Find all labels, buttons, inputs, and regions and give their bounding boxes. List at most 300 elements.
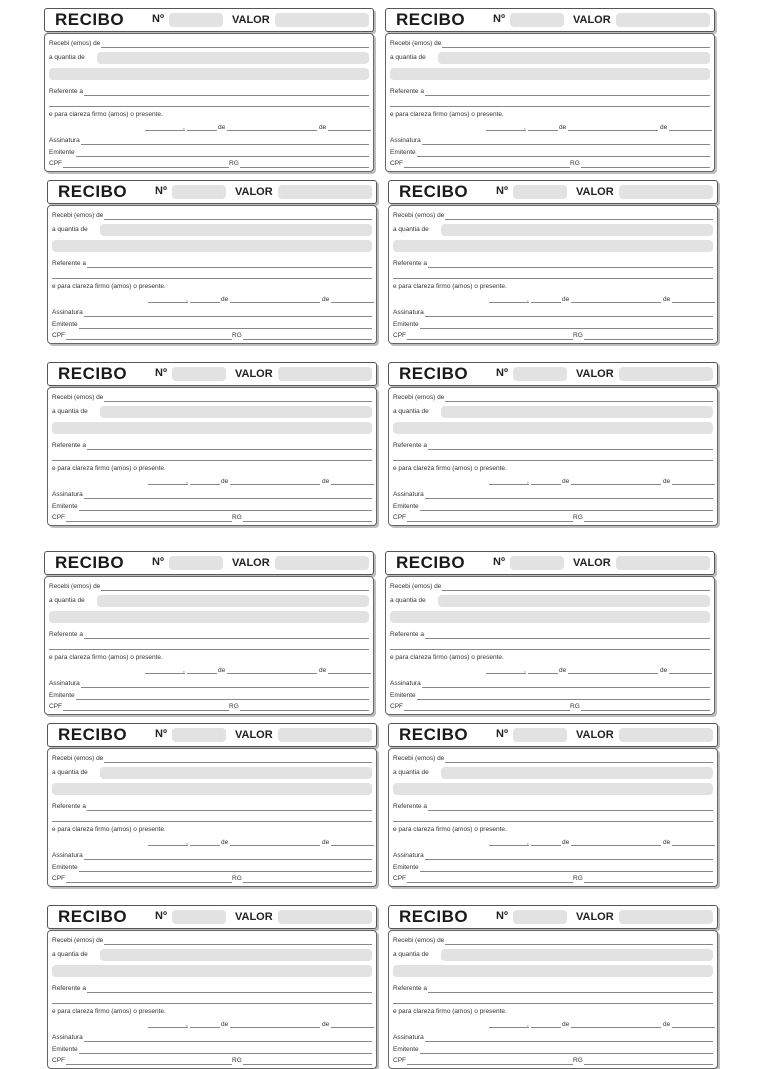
receipt-value-label: VALOR xyxy=(576,186,614,198)
receipt xyxy=(388,180,718,339)
amount-field-1[interactable] xyxy=(441,949,713,961)
rg-label: RG xyxy=(229,160,239,167)
blank-line[interactable] xyxy=(393,451,713,461)
issuer-line[interactable] xyxy=(52,862,372,872)
receipt-value-field[interactable] xyxy=(619,910,713,924)
receipt-value-label: VALOR xyxy=(576,911,614,923)
date-de-1: de xyxy=(562,1021,570,1028)
receipt-value-label: VALOR xyxy=(235,368,273,380)
receipt-number-field[interactable] xyxy=(510,556,564,570)
date-year-line[interactable] xyxy=(672,302,715,303)
received-from-label: Recebi (emos) de xyxy=(393,755,445,762)
date-city-line[interactable] xyxy=(145,673,185,674)
date-de-2: de xyxy=(319,124,327,131)
receipt-title: RECIBO xyxy=(396,553,466,572)
receipt-value-label: VALOR xyxy=(232,14,270,26)
receipt-number-label: Nº xyxy=(152,13,164,25)
date-day-line[interactable] xyxy=(190,302,220,303)
issuer-line[interactable] xyxy=(393,1044,713,1054)
cpf-rg-line[interactable] xyxy=(393,330,713,340)
signature-label: Assinatura xyxy=(52,491,83,498)
date-month-line[interactable] xyxy=(568,130,658,131)
cpf-rg-line[interactable] xyxy=(390,701,710,711)
receipt-body xyxy=(388,387,718,526)
signature-line[interactable] xyxy=(390,135,710,145)
received-from-label: Recebi (emos) de xyxy=(393,212,445,219)
receipt-value-label: VALOR xyxy=(235,186,273,198)
receipt-number-field[interactable] xyxy=(513,367,567,381)
referring-to-line[interactable] xyxy=(393,801,713,811)
cpf-rg-line[interactable] xyxy=(52,512,372,522)
date-year-line[interactable] xyxy=(331,484,374,485)
receipt-header xyxy=(388,180,718,204)
signature-label: Assinatura xyxy=(390,137,421,144)
signature-label: Assinatura xyxy=(393,491,424,498)
receipt-value-field[interactable] xyxy=(619,185,713,199)
receipt-header xyxy=(388,362,718,386)
receipt-value-label: VALOR xyxy=(235,911,273,923)
referring-to-label: Referente a xyxy=(52,260,86,267)
receipt-title: RECIBO xyxy=(58,182,128,201)
blank-line[interactable] xyxy=(52,269,372,279)
date-year-line[interactable] xyxy=(331,1027,374,1028)
referring-to-line[interactable] xyxy=(52,258,372,268)
received-from-label: Recebi (emos) de xyxy=(52,212,104,219)
amount-field-1[interactable] xyxy=(100,767,372,779)
receipt-value-field[interactable] xyxy=(278,728,372,742)
signature-label: Assinatura xyxy=(52,852,83,859)
receipt-header xyxy=(44,551,374,575)
amount-field-2[interactable] xyxy=(49,611,369,623)
receipt xyxy=(47,723,377,882)
receipt-number-label: Nº xyxy=(155,367,167,379)
receipt-value-field[interactable] xyxy=(275,13,369,27)
cpf-rg-line[interactable] xyxy=(52,330,372,340)
date-day-line[interactable] xyxy=(531,845,561,846)
referring-to-line[interactable] xyxy=(52,440,372,450)
signature-label: Assinatura xyxy=(49,137,80,144)
date-comma: , xyxy=(527,296,529,303)
amount-of-label: a quantia de xyxy=(52,226,88,233)
referring-to-label: Referente a xyxy=(393,985,427,992)
cpf-label: CPF xyxy=(393,514,406,521)
date-city-line[interactable] xyxy=(486,130,526,131)
date-de-2: de xyxy=(663,296,671,303)
issuer-label: Emitente xyxy=(393,1046,419,1053)
receipt-body xyxy=(388,930,718,1069)
signature-line[interactable] xyxy=(52,1032,372,1042)
date-city-line[interactable] xyxy=(148,1027,188,1028)
referring-to-line[interactable] xyxy=(49,629,369,639)
referring-to-label: Referente a xyxy=(390,88,424,95)
rg-label: RG xyxy=(570,703,580,710)
receipt xyxy=(388,905,718,1064)
date-year-line[interactable] xyxy=(672,484,715,485)
date-year-line[interactable] xyxy=(672,845,715,846)
receipt-number-field[interactable] xyxy=(169,556,223,570)
receipt-value-label: VALOR xyxy=(232,557,270,569)
issuer-line[interactable] xyxy=(52,501,372,511)
referring-to-line[interactable] xyxy=(390,629,710,639)
receipt-value-field[interactable] xyxy=(275,556,369,570)
date-day-line[interactable] xyxy=(531,302,561,303)
signature-line[interactable] xyxy=(393,489,713,499)
amount-field-2[interactable] xyxy=(52,240,372,252)
receipt-value-field[interactable] xyxy=(278,367,372,381)
receipt xyxy=(44,551,374,710)
issuer-line[interactable] xyxy=(52,319,372,329)
receipt-number-field[interactable] xyxy=(172,910,226,924)
receipt-number-field[interactable] xyxy=(513,185,567,199)
signature-label: Assinatura xyxy=(393,309,424,316)
date-city-line[interactable] xyxy=(486,673,526,674)
cpf-label: CPF xyxy=(49,160,62,167)
date-year-line[interactable] xyxy=(669,673,712,674)
date-de-1: de xyxy=(221,296,229,303)
cpf-rg-line[interactable] xyxy=(390,158,710,168)
received-from-line[interactable] xyxy=(49,38,369,48)
signature-line[interactable] xyxy=(393,307,713,317)
amount-field-1[interactable] xyxy=(438,595,710,607)
blank-line[interactable] xyxy=(49,97,369,107)
date-month-line[interactable] xyxy=(571,845,661,846)
date-city-line[interactable] xyxy=(148,302,188,303)
received-from-label: Recebi (emos) de xyxy=(49,583,101,590)
date-de-2: de xyxy=(660,667,668,674)
clarity-text: e para clareza firmo (amos) o presente. xyxy=(52,283,166,290)
receipt-value-field[interactable] xyxy=(619,367,713,381)
receipt-value-label: VALOR xyxy=(573,14,611,26)
issuer-line[interactable] xyxy=(390,690,710,700)
rg-label: RG xyxy=(229,703,239,710)
amount-field-2[interactable] xyxy=(390,611,710,623)
blank-line[interactable] xyxy=(393,269,713,279)
received-from-line[interactable] xyxy=(393,210,713,220)
referring-to-label: Referente a xyxy=(393,260,427,267)
blank-line[interactable] xyxy=(52,812,372,822)
amount-field-1[interactable] xyxy=(441,767,713,779)
issuer-label: Emitente xyxy=(49,692,75,699)
receipt-body xyxy=(47,205,377,344)
cpf-label: CPF xyxy=(52,332,65,339)
amount-field-2[interactable] xyxy=(393,240,713,252)
amount-field-1[interactable] xyxy=(100,949,372,961)
amount-field-2[interactable] xyxy=(393,965,713,977)
receipt xyxy=(385,8,715,167)
date-year-line[interactable] xyxy=(672,1027,715,1028)
signature-line[interactable] xyxy=(390,678,710,688)
date-month-line[interactable] xyxy=(227,130,317,131)
date-de-1: de xyxy=(218,667,226,674)
date-day-line[interactable] xyxy=(187,130,217,131)
receipt-number-field[interactable] xyxy=(172,185,226,199)
cpf-rg-line[interactable] xyxy=(393,1055,713,1065)
receipt-number-label: Nº xyxy=(152,556,164,568)
blank-line[interactable] xyxy=(52,994,372,1004)
issuer-line[interactable] xyxy=(393,862,713,872)
amount-of-label: a quantia de xyxy=(393,769,429,776)
amount-field-1[interactable] xyxy=(441,406,713,418)
rg-label: RG xyxy=(573,1057,583,1064)
received-from-line[interactable] xyxy=(393,753,713,763)
issuer-line[interactable] xyxy=(49,147,369,157)
blank-line[interactable] xyxy=(393,994,713,1004)
cpf-label: CPF xyxy=(393,1057,406,1064)
date-comma: , xyxy=(183,667,185,674)
date-de-2: de xyxy=(319,667,327,674)
date-comma: , xyxy=(186,1021,188,1028)
issuer-line[interactable] xyxy=(49,690,369,700)
referring-to-line[interactable] xyxy=(49,86,369,96)
signature-label: Assinatura xyxy=(52,309,83,316)
blank-line[interactable] xyxy=(390,97,710,107)
cpf-rg-line[interactable] xyxy=(49,158,369,168)
signature-line[interactable] xyxy=(393,850,713,860)
receipt-number-field[interactable] xyxy=(172,728,226,742)
date-month-line[interactable] xyxy=(230,484,320,485)
date-de-2: de xyxy=(322,1021,330,1028)
receipt-value-field[interactable] xyxy=(278,910,372,924)
issuer-label: Emitente xyxy=(390,149,416,156)
blank-line[interactable] xyxy=(393,812,713,822)
receipt-number-label: Nº xyxy=(155,728,167,740)
receipt-number-label: Nº xyxy=(155,185,167,197)
signature-line[interactable] xyxy=(49,135,369,145)
receipt-title: RECIBO xyxy=(399,182,469,201)
receipt-title: RECIBO xyxy=(399,364,469,383)
date-de-1: de xyxy=(559,124,567,131)
receipt-number-field[interactable] xyxy=(513,728,567,742)
date-de-2: de xyxy=(322,478,330,485)
amount-of-label: a quantia de xyxy=(390,54,426,61)
referring-to-line[interactable] xyxy=(393,440,713,450)
date-month-line[interactable] xyxy=(227,673,317,674)
receipt-body xyxy=(44,576,374,715)
date-comma: , xyxy=(527,839,529,846)
cpf-rg-line[interactable] xyxy=(52,1055,372,1065)
referring-to-label: Referente a xyxy=(52,442,86,449)
receipt xyxy=(47,905,377,1064)
received-from-line[interactable] xyxy=(393,392,713,402)
referring-to-line[interactable] xyxy=(52,983,372,993)
date-city-line[interactable] xyxy=(489,1027,529,1028)
date-comma: , xyxy=(186,478,188,485)
referring-to-line[interactable] xyxy=(390,86,710,96)
date-city-line[interactable] xyxy=(489,302,529,303)
receipt-number-label: Nº xyxy=(496,185,508,197)
date-city-line[interactable] xyxy=(145,130,185,131)
signature-line[interactable] xyxy=(52,850,372,860)
receipt-header xyxy=(385,551,715,575)
clarity-text: e para clareza firmo (amos) o presente. xyxy=(49,111,163,118)
cpf-rg-line[interactable] xyxy=(49,701,369,711)
cpf-rg-line[interactable] xyxy=(393,873,713,883)
date-city-line[interactable] xyxy=(489,845,529,846)
date-year-line[interactable] xyxy=(669,130,712,131)
issuer-line[interactable] xyxy=(393,319,713,329)
issuer-label: Emitente xyxy=(49,149,75,156)
amount-field-2[interactable] xyxy=(393,422,713,434)
receipt-header xyxy=(47,180,377,204)
receipt-body xyxy=(44,33,374,172)
receipt-number-field[interactable] xyxy=(169,13,223,27)
receipt-header xyxy=(47,905,377,929)
rg-label: RG xyxy=(232,1057,242,1064)
date-de-1: de xyxy=(221,839,229,846)
date-month-line[interactable] xyxy=(230,1027,320,1028)
date-city-line[interactable] xyxy=(148,484,188,485)
signature-label: Assinatura xyxy=(52,1034,83,1041)
receipt-number-field[interactable] xyxy=(510,13,564,27)
referring-to-label: Referente a xyxy=(393,442,427,449)
receipt-number-label: Nº xyxy=(496,728,508,740)
referring-to-line[interactable] xyxy=(393,983,713,993)
receipt-header xyxy=(388,905,718,929)
amount-field-2[interactable] xyxy=(52,965,372,977)
date-month-line[interactable] xyxy=(230,302,320,303)
received-from-line[interactable] xyxy=(390,38,710,48)
referring-to-label: Referente a xyxy=(49,631,83,638)
receipt-title: RECIBO xyxy=(399,725,469,744)
amount-field-1[interactable] xyxy=(100,406,372,418)
date-month-line[interactable] xyxy=(571,1027,661,1028)
amount-field-2[interactable] xyxy=(393,783,713,795)
received-from-label: Recebi (emos) de xyxy=(49,40,101,47)
referring-to-line[interactable] xyxy=(393,258,713,268)
issuer-line[interactable] xyxy=(393,501,713,511)
cpf-label: CPF xyxy=(52,514,65,521)
date-de-2: de xyxy=(663,839,671,846)
receipt-body xyxy=(385,576,715,715)
amount-field-1[interactable] xyxy=(97,595,369,607)
receipt-body xyxy=(47,930,377,1069)
blank-line[interactable] xyxy=(390,640,710,650)
cpf-label: CPF xyxy=(390,703,403,710)
receipt-value-field[interactable] xyxy=(616,13,710,27)
clarity-text: e para clareza firmo (amos) o presente. xyxy=(393,826,507,833)
rg-label: RG xyxy=(573,514,583,521)
date-month-line[interactable] xyxy=(568,673,658,674)
received-from-line[interactable] xyxy=(52,935,372,945)
date-de-1: de xyxy=(221,478,229,485)
cpf-rg-line[interactable] xyxy=(393,512,713,522)
clarity-text: e para clareza firmo (amos) o presente. xyxy=(393,283,507,290)
date-de-2: de xyxy=(322,296,330,303)
amount-field-1[interactable] xyxy=(438,52,710,64)
rg-label: RG xyxy=(570,160,580,167)
signature-line[interactable] xyxy=(52,489,372,499)
receipt-value-label: VALOR xyxy=(235,729,273,741)
date-day-line[interactable] xyxy=(190,845,220,846)
date-comma: , xyxy=(524,667,526,674)
date-day-line[interactable] xyxy=(190,484,220,485)
receipt-title: RECIBO xyxy=(58,364,128,383)
signature-line[interactable] xyxy=(52,307,372,317)
date-comma: , xyxy=(186,296,188,303)
date-day-line[interactable] xyxy=(531,1027,561,1028)
receipt-number-field[interactable] xyxy=(172,367,226,381)
issuer-label: Emitente xyxy=(393,321,419,328)
signature-line[interactable] xyxy=(393,1032,713,1042)
cpf-label: CPF xyxy=(49,703,62,710)
date-city-line[interactable] xyxy=(148,845,188,846)
cpf-label: CPF xyxy=(390,160,403,167)
blank-line[interactable] xyxy=(49,640,369,650)
referring-to-line[interactable] xyxy=(52,801,372,811)
date-day-line[interactable] xyxy=(528,130,558,131)
received-from-line[interactable] xyxy=(393,935,713,945)
date-day-line[interactable] xyxy=(528,673,558,674)
received-from-line[interactable] xyxy=(52,392,372,402)
date-month-line[interactable] xyxy=(571,302,661,303)
received-from-line[interactable] xyxy=(390,581,710,591)
amount-field-1[interactable] xyxy=(97,52,369,64)
amount-field-2[interactable] xyxy=(52,783,372,795)
date-day-line[interactable] xyxy=(187,673,217,674)
received-from-label: Recebi (emos) de xyxy=(393,394,445,401)
date-month-line[interactable] xyxy=(230,845,320,846)
issuer-line[interactable] xyxy=(52,1044,372,1054)
amount-field-2[interactable] xyxy=(390,68,710,80)
received-from-line[interactable] xyxy=(49,581,369,591)
date-day-line[interactable] xyxy=(190,1027,220,1028)
clarity-text: e para clareza firmo (amos) o presente. xyxy=(52,1008,166,1015)
issuer-label: Emitente xyxy=(393,864,419,871)
received-from-label: Recebi (emos) de xyxy=(52,755,104,762)
clarity-text: e para clareza firmo (amos) o presente. xyxy=(390,654,504,661)
signature-line[interactable] xyxy=(49,678,369,688)
amount-of-label: a quantia de xyxy=(393,226,429,233)
cpf-rg-line[interactable] xyxy=(52,873,372,883)
date-day-line[interactable] xyxy=(531,484,561,485)
receipt-number-label: Nº xyxy=(493,556,505,568)
received-from-label: Recebi (emos) de xyxy=(393,937,445,944)
clarity-text: e para clareza firmo (amos) o presente. xyxy=(52,465,166,472)
amount-field-2[interactable] xyxy=(49,68,369,80)
amount-of-label: a quantia de xyxy=(393,408,429,415)
issuer-line[interactable] xyxy=(390,147,710,157)
amount-field-1[interactable] xyxy=(100,224,372,236)
amount-of-label: a quantia de xyxy=(52,408,88,415)
receipt-title: RECIBO xyxy=(58,725,128,744)
amount-field-2[interactable] xyxy=(52,422,372,434)
date-year-line[interactable] xyxy=(328,130,371,131)
clarity-text: e para clareza firmo (amos) o presente. xyxy=(393,1008,507,1015)
date-year-line[interactable] xyxy=(328,673,371,674)
rg-label: RG xyxy=(573,332,583,339)
receipt-value-field[interactable] xyxy=(619,728,713,742)
date-year-line[interactable] xyxy=(331,302,374,303)
receipt xyxy=(47,362,377,521)
amount-of-label: a quantia de xyxy=(393,951,429,958)
date-month-line[interactable] xyxy=(571,484,661,485)
receipt-number-field[interactable] xyxy=(513,910,567,924)
receipt-value-label: VALOR xyxy=(573,557,611,569)
amount-field-1[interactable] xyxy=(441,224,713,236)
received-from-line[interactable] xyxy=(52,210,372,220)
signature-label: Assinatura xyxy=(393,852,424,859)
rg-label: RG xyxy=(232,875,242,882)
receipt xyxy=(388,362,718,521)
amount-of-label: a quantia de xyxy=(49,597,85,604)
receipt-value-field[interactable] xyxy=(616,556,710,570)
issuer-label: Emitente xyxy=(52,1046,78,1053)
received-from-line[interactable] xyxy=(52,753,372,763)
date-city-line[interactable] xyxy=(489,484,529,485)
date-year-line[interactable] xyxy=(331,845,374,846)
receipt-value-field[interactable] xyxy=(278,185,372,199)
blank-line[interactable] xyxy=(52,451,372,461)
